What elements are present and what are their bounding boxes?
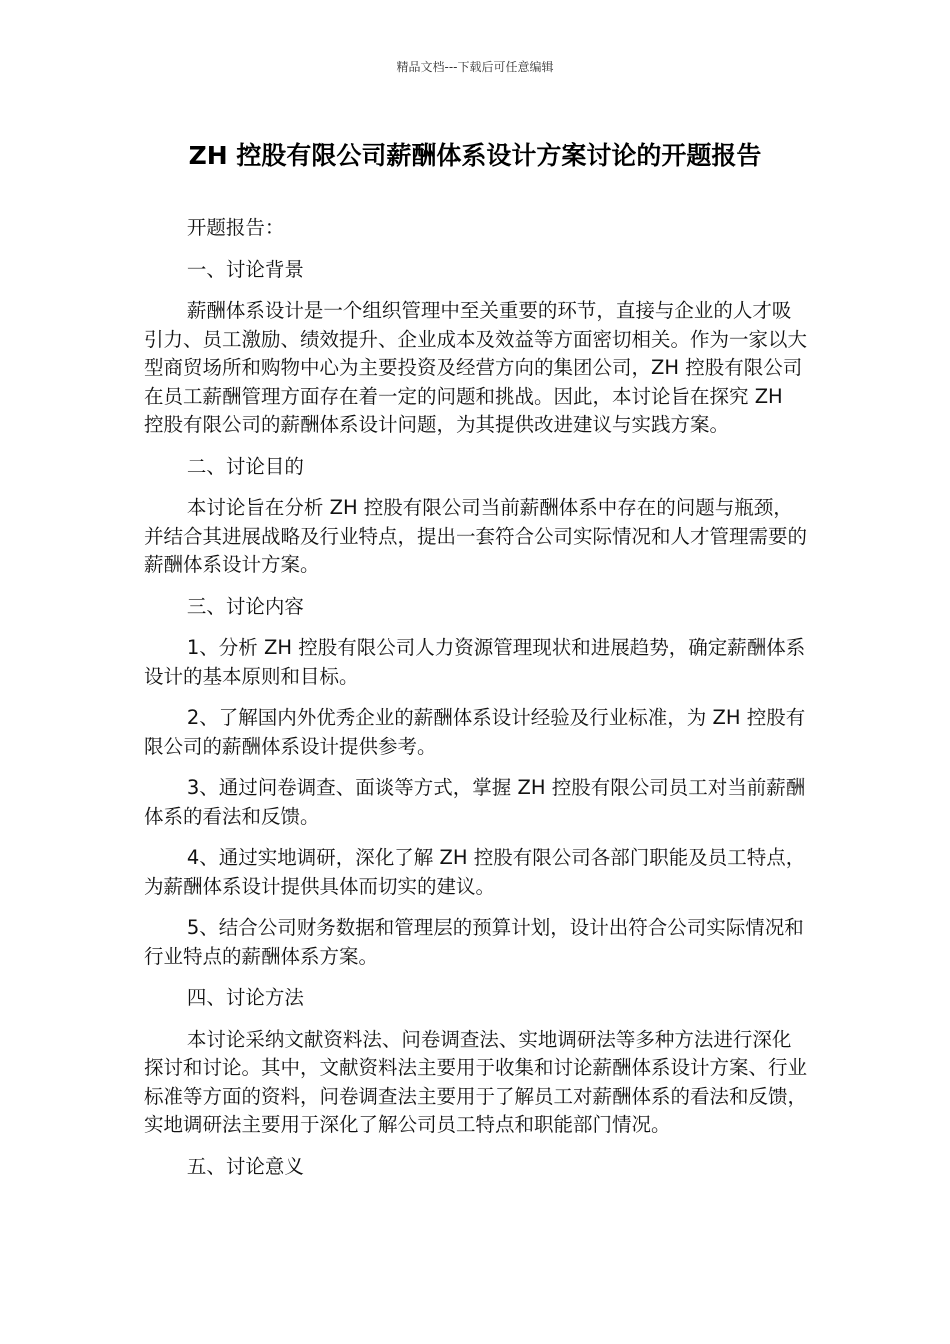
section-heading-content: 三、讨论内容	[186, 594, 304, 618]
content-item-4: 4、通过实地调研，深化了解 ZH 控股有限公司各部门职能及员工特点，为薪酬体系设计提供具体而切实的建议。	[144, 846, 806, 898]
section-heading-significance: 五、讨论意义	[186, 1154, 304, 1178]
content-item-2: 2、了解国内外优秀企业的薪酬体系设计经验及行业标准，为 ZH 控股有限公司的薪酬体系设计提供参考。	[144, 706, 806, 758]
section-heading-background: 一、讨论背景	[186, 257, 304, 281]
paragraph-background: 薪酬体系设计是一个组织管理中至关重要的环节，直接与企业的人才吸引力、员工激励、绩效提升、企业成本及效益等方面密切相关。作为一家以大型商贸场所和购物中心为主要投资及经营方向的集团公司，ZH 控股有限公司在员工薪酬管理方面存在着一定的问题和挑战。因此，本讨论旨在探究 ZH 控股有限公司的薪酬体系设计问题，为其提供改进建议与实践方案。	[144, 299, 808, 436]
document-body	[144, 214, 808, 1194]
page-header: 精品文档---下载后可任意编辑	[396, 60, 554, 74]
document-title: ZH 控股有限公司薪酬体系设计方案讨论的开题报告	[188, 141, 762, 170]
paragraph-method: 本讨论采纳文献资料法、问卷调查法、实地调研法等多种方法进行深化探讨和讨论。其中，文献资料法主要用于收集和讨论薪酬体系设计方案、行业标准等方面的资料，问卷调查法主要用于了解员工对薪酬体系的看法和反馈，实地调研法主要用于深化了解公司员工特点和职能部门情况。	[144, 1027, 808, 1136]
paragraph-purpose: 本讨论旨在分析 ZH 控股有限公司当前薪酬体系中存在的问题与瓶颈，并结合其进展战略及行业特点，提出一套符合公司实际情况和人才管理需要的薪酬体系设计方案。	[144, 496, 808, 576]
content-item-3: 3、通过问卷调查、面谈等方式，掌握 ZH 控股有限公司员工对当前薪酬体系的看法和反馈。	[144, 776, 806, 828]
paragraph-report-label: 开题报告：	[186, 216, 285, 239]
content-item-5: 5、结合公司财务数据和管理层的预算计划，设计出符合公司实际情况和行业特点的薪酬体系方案。	[144, 916, 804, 968]
section-heading-purpose: 二、讨论目的	[186, 454, 304, 478]
section-heading-method: 四、讨论方法	[186, 986, 304, 1009]
content-item-1: 1、分析 ZH 控股有限公司人力资源管理现状和进展趋势，确定薪酬体系设计的基本原则和目标。	[144, 636, 806, 688]
